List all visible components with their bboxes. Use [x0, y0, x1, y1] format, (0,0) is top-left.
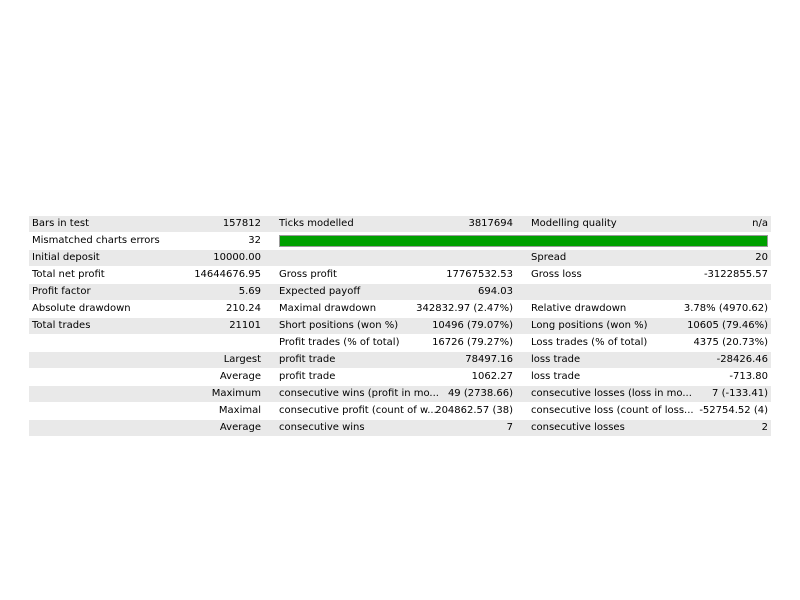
average-consecutive-wins-label: consecutive wins [279, 422, 365, 433]
maximal-consecutive-profit-value: 204862.57 (38) [435, 405, 513, 416]
gross-loss-label: Gross loss [531, 269, 582, 280]
empty-cell [674, 284, 771, 300]
report-row-bars [29, 216, 771, 233]
long-positions-label: Long positions (won %) [531, 320, 648, 331]
long-positions-value: 10605 (79.46%) [687, 320, 768, 331]
modelling-quality-value: n/a [752, 218, 768, 229]
spread-label: Spread [531, 252, 567, 263]
maximal-drawdown-value: 342832.97 (2.47%) [416, 303, 513, 314]
average-consecutive-losses-value: 2 [761, 422, 768, 433]
report-row-deposit [29, 250, 771, 267]
mismatched-charts-errors-value: 32 [248, 235, 261, 246]
report-row-trade-share [29, 335, 771, 352]
relative-drawdown-label: Relative drawdown [531, 303, 627, 314]
modelling-quality-label: Modelling quality [531, 218, 617, 229]
profit-factor-label: Profit factor [32, 286, 91, 297]
initial-deposit-value: 10000.00 [213, 252, 261, 263]
absolute-drawdown-label: Absolute drawdown [32, 303, 131, 314]
loss-trades-value: 4375 (20.73%) [693, 337, 768, 348]
spread-value: 20 [755, 252, 768, 263]
report-row-maximum [29, 386, 771, 403]
total-net-profit-value: 14644676.95 [194, 269, 261, 280]
ticks-modelled-value: 3817694 [468, 218, 513, 229]
empty-cell [131, 335, 264, 351]
average-loss-trade-label: loss trade [531, 371, 581, 382]
empty-cell [29, 335, 131, 351]
report-row-maximal [29, 403, 771, 420]
report-row-largest [29, 352, 771, 369]
profit-trades-value: 16726 (79.27%) [432, 337, 513, 348]
modelling-quality-bar-track [279, 235, 768, 247]
modelling-quality-bar [264, 233, 771, 249]
strategy-tester-report [29, 216, 771, 437]
max-consecutive-wins-label: consecutive wins (profit in mo... [279, 388, 439, 399]
bars-in-test-label: Bars in test [32, 218, 89, 229]
profit-factor-value: 5.69 [238, 286, 261, 297]
initial-deposit-label: Initial deposit [32, 252, 100, 263]
empty-cell [516, 284, 674, 300]
largest-loss-trade-label: loss trade [531, 354, 581, 365]
profit-trades-label: Profit trades (% of total) [279, 337, 400, 348]
report-row-net-profit [29, 267, 771, 284]
short-positions-label: Short positions (won %) [279, 320, 399, 331]
report-row-drawdown [29, 301, 771, 318]
gross-profit-label: Gross profit [279, 269, 337, 280]
max-consecutive-losses-label: consecutive losses (loss in mo... [531, 388, 692, 399]
maximal-consecutive-loss-label: consecutive loss (count of loss... [531, 405, 694, 416]
max-consecutive-losses-value: 7 (-133.41) [712, 388, 768, 399]
expected-payoff-label: Expected payoff [279, 286, 361, 297]
maximal-consecutive-profit-label: consecutive profit (count of w... [279, 405, 437, 416]
gross-profit-value: 17767532.53 [446, 269, 513, 280]
total-trades-value: 21101 [229, 320, 261, 331]
largest-prefix: Largest [223, 354, 261, 365]
empty-cell [264, 250, 412, 266]
report-row-average-consecutive [29, 420, 771, 437]
short-positions-value: 10496 (79.07%) [432, 320, 513, 331]
report-row-total-trades [29, 318, 771, 335]
average-consecutive-losses-label: consecutive losses [531, 422, 625, 433]
average-consecutive-prefix: Average [219, 422, 261, 433]
report-row-mismatch [29, 233, 771, 250]
modelling-quality-bar-fill [280, 236, 767, 246]
ticks-modelled-label: Ticks modelled [279, 218, 354, 229]
report-row-average [29, 369, 771, 386]
average-profit-trade-value: 1062.27 [471, 371, 513, 382]
absolute-drawdown-value: 210.24 [226, 303, 261, 314]
largest-profit-trade-label: profit trade [279, 354, 336, 365]
average-prefix: Average [219, 371, 261, 382]
loss-trades-label: Loss trades (% of total) [531, 337, 648, 348]
gross-loss-value: -3122855.57 [703, 269, 768, 280]
total-trades-label: Total trades [32, 320, 91, 331]
largest-profit-trade-value: 78497.16 [465, 354, 513, 365]
average-profit-trade-label: profit trade [279, 371, 336, 382]
maximal-prefix: Maximal [218, 405, 261, 416]
bars-in-test-value: 157812 [222, 218, 261, 229]
empty-cell [412, 250, 516, 266]
total-net-profit-label: Total net profit [32, 269, 105, 280]
max-consecutive-wins-value: 49 (2738.66) [447, 388, 513, 399]
expected-payoff-value: 694.03 [478, 286, 513, 297]
average-consecutive-wins-value: 7 [506, 422, 513, 433]
largest-loss-trade-value: -28426.46 [716, 354, 768, 365]
maximal-drawdown-label: Maximal drawdown [279, 303, 377, 314]
mismatched-charts-errors-label: Mismatched charts errors [32, 235, 160, 246]
relative-drawdown-value: 3.78% (4970.62) [683, 303, 768, 314]
maximum-prefix: Maximum [211, 388, 261, 399]
report-row-profit-factor [29, 284, 771, 301]
average-loss-trade-value: -713.80 [729, 371, 768, 382]
maximal-consecutive-loss-value: -52754.52 (4) [699, 405, 768, 416]
